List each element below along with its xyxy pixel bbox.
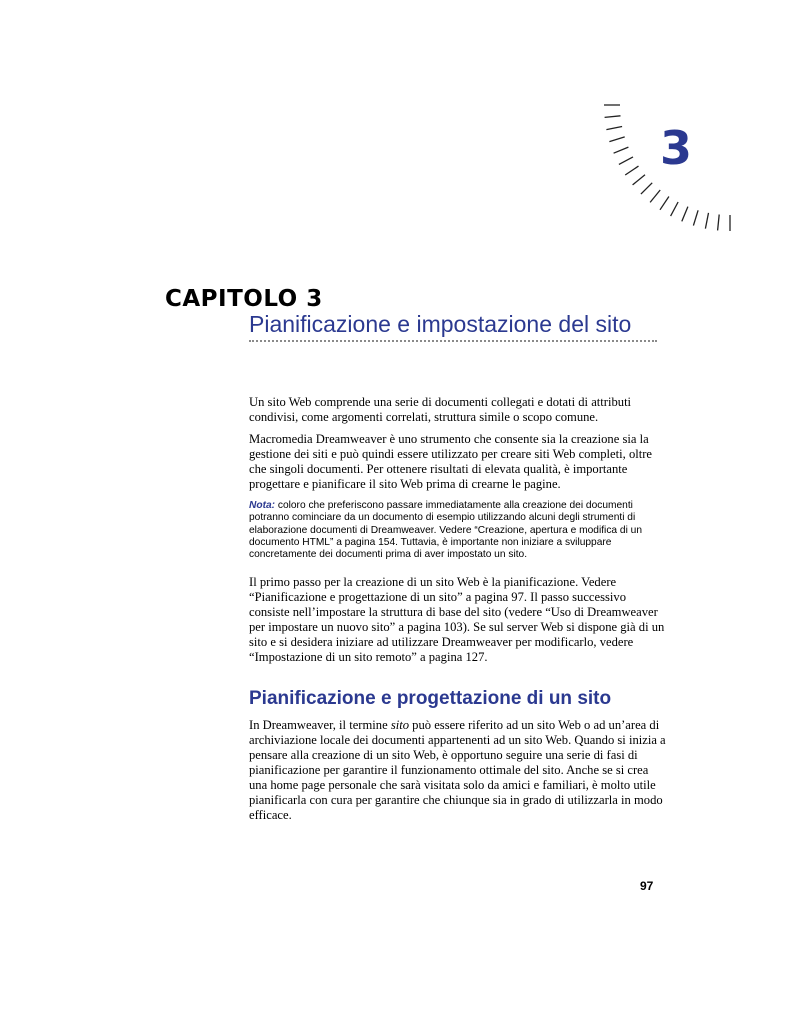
arc-tick — [682, 207, 688, 222]
arc-tick — [605, 116, 621, 118]
chapter-label: CAPITOLO 3 — [165, 286, 323, 312]
section-text-end: può essere riferito ad un sito Web o ad un’area di archiviazione locale dei documenti appartenenti ad un sito Web. Quando si inizia a pensare alla creazione di un sito Web, è opportuno seguire una serie di fasi di pianificazione per garantire il funzionamento ottimale del sito. Anche se si crea una home page personale che sarà visitata solo da amici e familiari, è molto utile pianificarla con cura per garantire che chiunque sia in grado di utilizzarla in modo efficace. — [249, 718, 666, 822]
section-text-start: In Dreamweaver, il termine — [249, 718, 391, 732]
intro-paragraph-1: Un sito Web comprende una serie di documenti collegati e dotati di attributi condivisi, come argomenti correlati, struttura simile o scopo comune. — [249, 395, 632, 424]
intro-paragraph-2: Macromedia Dreamweaver è uno strumento che consente sia la creazione sia la gestione dei siti e può quindi essere utilizzato per creare siti Web completi, oltre che singoli documenti. Per ottenere risultati di elevata qualità, è importante progettare e pianificare il sito Web prima di crearne le pagine. — [249, 432, 653, 491]
arc-tick — [609, 137, 624, 142]
arc-tick — [606, 127, 622, 130]
title-divider — [249, 340, 657, 342]
section-paragraph — [249, 718, 669, 823]
arc-tick — [718, 215, 720, 231]
radial-tick-arc-icon — [575, 95, 735, 260]
page-number: 97 — [640, 879, 654, 893]
chapter-number: 3 — [660, 121, 694, 175]
arc-tick — [625, 166, 638, 175]
arc-tick — [693, 210, 698, 225]
note-block — [249, 500, 659, 561]
note-text: coloro che preferiscono passare immediatamente alla creazione dei documenti potranno cominciare da un documento di esempio utilizzando alcuni degli strumenti di elaborazione documenti di Dreamweaver. Vedere “Creazione, apertura e modifica di un documento HTML” a pagina 154. Tuttavia, è importante non iniziare a sviluppare concretamente dei documenti prima di aver impostato un sito. — [249, 500, 643, 561]
arc-tick — [633, 175, 645, 185]
arc-tick — [614, 147, 629, 153]
arc-tick — [619, 157, 633, 165]
intro-paragraph-3: Il primo passo per la creazione di un sito Web è la pianificazione. Vedere “Pianificazione e progettazione di un sito” a pagina 97. Il passo successivo consiste nell’impostare la struttura di base del sito (vedere “Uso di Dreamweaver per impostare un nuovo sito” a pagina 103). Se sul server Web si dispone già di un sito e si desidera iniziare ad utilizzare Dreamweaver per modificarlo, vedere “Impostazione di un sito remoto” a pagina 127. — [249, 575, 665, 664]
section-italic-term: sito — [390, 718, 410, 732]
arc-tick — [705, 213, 708, 229]
arc-tick — [671, 202, 679, 216]
arc-tick — [641, 183, 652, 194]
note-label: Nota: — [249, 500, 276, 511]
section-heading: Pianificazione e progettazione di un sito — [249, 688, 612, 709]
arc-tick — [660, 197, 669, 210]
chapter-title: Pianificazione e impostazione del sito — [249, 311, 632, 337]
arc-tick — [650, 190, 660, 202]
